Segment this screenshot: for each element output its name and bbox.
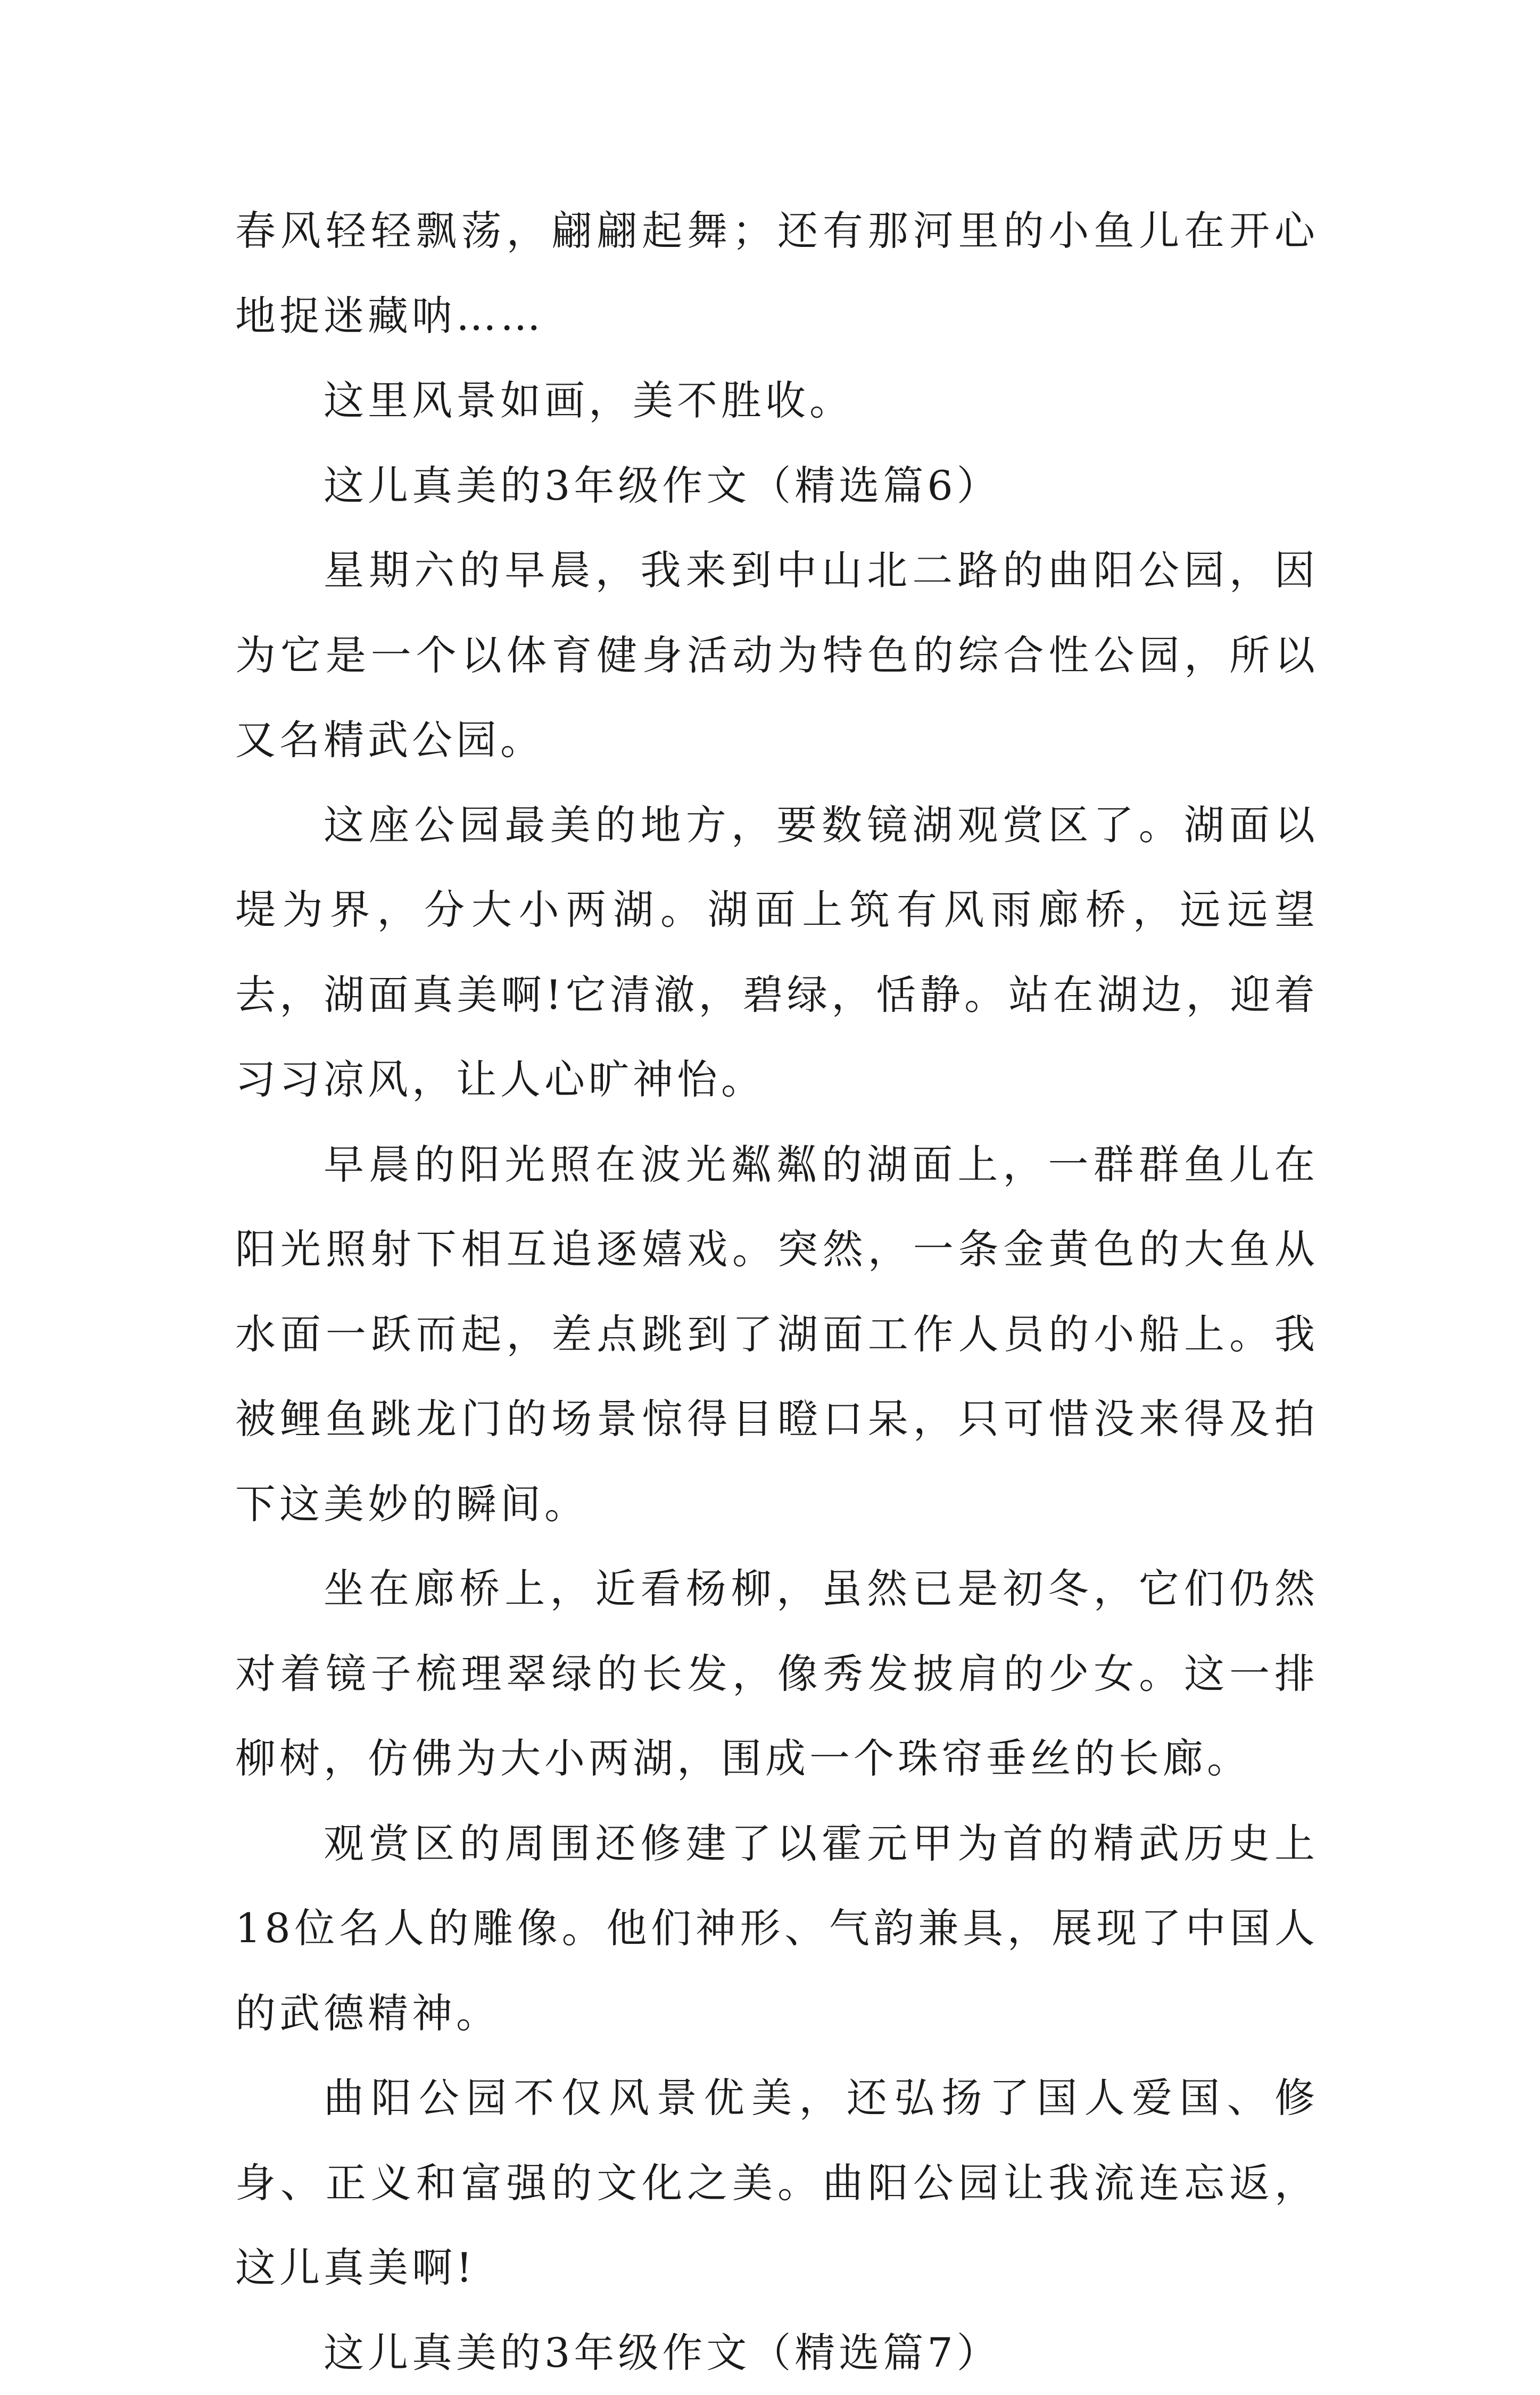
essay-heading: 这儿真美的3年级作文（精选篇6） — [235, 443, 1319, 528]
essay-heading: 这儿真美的3年级作文（精选篇7） — [235, 2310, 1319, 2395]
paragraph: 这座公园最美的地方，要数镜湖观赏区了。湖面以堤为界，分大小两湖。湖面上筑有风雨廊桥，远远望去，湖面真美啊!它清澈，碧绿，恬静。站在湖边，迎着习习凉风，让人心旷神怡。 — [235, 783, 1319, 1122]
paragraph: 坐在廊桥上，近看杨柳，虽然已是初冬，它们仍然对着镜子梳理翠绿的长发，像秀发披肩的少女。这一排柳树，仿佛为大小两湖，围成一个珠帘垂丝的长廊。 — [235, 1546, 1319, 1801]
paragraph: 这里风景如画，美不胜收。 — [235, 358, 1319, 443]
document-body — [235, 188, 1319, 2395]
paragraph: 观赏区的周围还修建了以霍元甲为首的精武历史上18位名人的雕像。他们神形、气韵兼具，展现了中国人的武德精神。 — [235, 1801, 1319, 2056]
paragraph: 曲阳公园不仅风景优美，还弘扬了国人爱国、修身、正义和富强的文化之美。曲阳公园让我流连忘返，这儿真美啊! — [235, 2056, 1319, 2310]
paragraph: 星期六的早晨，我来到中山北二路的曲阳公园，因为它是一个以体育健身活动为特色的综合性公园，所以又名精武公园。 — [235, 528, 1319, 783]
paragraph-continuation: 春风轻轻飘荡，翩翩起舞；还有那河里的小鱼儿在开心地捉迷藏呐…… — [235, 188, 1319, 358]
paragraph: 早晨的阳光照在波光粼粼的湖面上，一群群鱼儿在阳光照射下相互追逐嬉戏。突然，一条金黄色的大鱼从水面一跃而起，差点跳到了湖面工作人员的小船上。我被鲤鱼跳龙门的场景惊得目瞪口呆，只可惜没来得及拍下这美妙的瞬间。 — [235, 1122, 1319, 1547]
